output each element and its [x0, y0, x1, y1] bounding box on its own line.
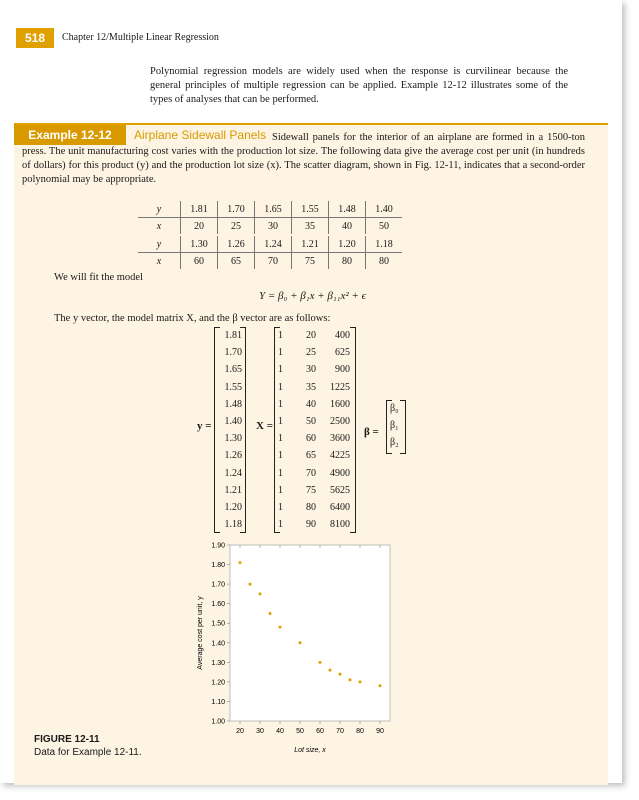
table-cell: 1.18 [366, 236, 403, 253]
matrix-entry: 2500 [330, 415, 350, 427]
y-tick-label: 1.60 [211, 601, 225, 609]
y-vector-entry: 1.48 [224, 398, 242, 410]
matrix-entry: 1225 [330, 381, 350, 393]
x-tick-label: 60 [316, 728, 324, 735]
data-point [239, 561, 242, 564]
table-cell: 35 [292, 218, 329, 235]
matrix-entry: 5625 [330, 484, 350, 496]
data-point [349, 678, 352, 681]
matrix-column-1 [278, 327, 288, 533]
x-tick-label: 70 [336, 728, 344, 735]
matrix-entry: 400 [335, 330, 350, 341]
data-point [319, 661, 322, 664]
vector-text: The y vector, the model matrix X, and the β vector are as follows: [54, 313, 331, 324]
figure-caption-text: Data for Example 12-11. [34, 747, 142, 758]
matrix-entry: 1 [278, 501, 283, 513]
y-vector [214, 327, 246, 533]
y-vector-entry: 1.30 [224, 433, 242, 445]
matrix-entry: 60 [306, 433, 316, 445]
matrix-entry: 8100 [330, 519, 350, 531]
beta-entry: β₁ [390, 420, 399, 432]
table-cell: 20 [181, 218, 218, 235]
table-cell: 65 [218, 253, 255, 270]
y-axis-label: Average cost per unit, y [197, 596, 204, 670]
y-tick-label: 1.10 [211, 698, 225, 706]
table-cell: 70 [255, 253, 292, 270]
beta-entry: β₀ [390, 403, 399, 414]
y-vector-column [218, 327, 242, 533]
matrix-entry: 35 [306, 381, 316, 393]
page-number: 518 [16, 28, 54, 48]
y-tick-label: 1.00 [211, 718, 225, 726]
right-bracket [350, 327, 356, 533]
y-vector-entry: 1.40 [224, 415, 242, 427]
matrix-entry: 1 [278, 330, 283, 341]
table-cell: 1.70 [218, 201, 255, 218]
chapter-header: Chapter 12/Multiple Linear Regression [62, 32, 219, 43]
table-cell: 1.40 [366, 201, 403, 218]
y-vector-entry: 1.70 [224, 347, 242, 359]
figure-label: FIGURE 12-11 [34, 734, 100, 745]
beta-column [390, 400, 404, 452]
matrix-entry: 1 [278, 484, 283, 496]
beta-vector-label: β = [364, 426, 379, 438]
figure-caption [34, 733, 142, 759]
x-tick-label: 90 [376, 728, 384, 735]
table-cell: 1.48 [329, 201, 366, 218]
beta-vector [386, 400, 406, 454]
table-y-label: y [138, 236, 181, 253]
matrix-entry: 4225 [330, 450, 350, 462]
y-tick-label: 1.80 [211, 562, 225, 570]
data-table-1 [138, 201, 402, 234]
beta-entry: β₂ [390, 437, 399, 449]
model-text: We will fit the model [54, 272, 143, 283]
y-vector-entry: 1.20 [224, 501, 242, 513]
matrix-entry: 30 [306, 364, 316, 376]
y-tick-label: 1.50 [211, 620, 225, 628]
table-cell: 1.26 [218, 236, 255, 253]
matrix-entry: 1 [278, 467, 283, 479]
x-tick-label: 40 [276, 728, 284, 735]
table-cell: 50 [366, 218, 403, 235]
table-cell: 60 [181, 253, 218, 270]
example-title: Airplane Sidewall Panels [134, 128, 267, 142]
matrix-entry: 3600 [330, 433, 350, 445]
table-cell: 1.30 [181, 236, 218, 253]
matrix-entry: 1 [278, 364, 283, 376]
matrix-entry: 1 [278, 381, 283, 393]
y-vector-entry: 1.26 [224, 450, 242, 462]
table-x-label: x [156, 220, 162, 232]
data-point [339, 673, 342, 676]
data-point [279, 626, 282, 629]
example-text: Sidewall panels for the interior of an airplane are formed in a 1500-ton press. The unit manufacturing cost varies with the production lot size. The following data give the average cost per unit (in hundreds of dollars) for this product (y) and the production lot size (x). The scatter diagram, shown in Fig. 12-11, indicates that a second-order polynomial may be appropriate. [22, 132, 585, 185]
y-vector-entry: 1.55 [224, 381, 242, 393]
model-equation: Y = β₀ + β₁x + β₁₁x² + ϵ [259, 290, 367, 302]
matrix-entry: 20 [306, 330, 316, 341]
data-point [299, 641, 302, 644]
table-cell: 80 [366, 253, 403, 270]
x-tick-label: 20 [236, 728, 244, 735]
y-vector-entry: 1.81 [224, 330, 242, 341]
table-cell: 1.20 [329, 236, 366, 253]
data-point [269, 612, 272, 615]
table-y-label: y [138, 201, 181, 218]
matrix-entry: 40 [306, 398, 316, 410]
matrix-entry: 6400 [330, 501, 350, 513]
table-cell: 1.65 [255, 201, 292, 218]
table-cell: 1.24 [255, 236, 292, 253]
y-vector-entry: 1.24 [224, 467, 242, 479]
model-matrix-label: X = [256, 420, 273, 432]
scatter-chart [190, 535, 420, 760]
table-cell: 25 [218, 218, 255, 235]
matrix-entry: 90 [306, 519, 316, 531]
x-tick-label: 30 [256, 728, 264, 735]
y-vector-entry: 1.65 [224, 364, 242, 376]
table-cell: 30 [255, 218, 292, 235]
x-axis-label: Lot size, x [294, 747, 326, 754]
matrix-entry: 1 [278, 450, 283, 462]
example-tag: Example 12-12 [14, 125, 126, 145]
matrix-entry: 1 [278, 347, 283, 359]
y-tick-label: 1.70 [211, 581, 225, 589]
plot-background [230, 545, 390, 721]
data-point [259, 592, 262, 595]
matrix-entry: 50 [306, 415, 316, 427]
matrix-entry: 4900 [330, 467, 350, 479]
data-point [249, 583, 252, 586]
matrix-entry: 25 [306, 347, 316, 359]
matrix-column-2 [296, 327, 316, 533]
matrix-entry: 1 [278, 415, 283, 427]
matrix-entry: 70 [306, 467, 316, 479]
y-tick-label: 1.40 [211, 640, 225, 648]
matrix-entry: 625 [335, 347, 350, 359]
matrix-entry: 1600 [330, 398, 350, 410]
y-vector-entry: 1.21 [224, 484, 242, 496]
x-tick-label: 80 [356, 728, 364, 735]
table-cell: 1.81 [181, 201, 218, 218]
matrix-entry: 1 [278, 433, 283, 445]
y-vector-entry: 1.18 [224, 519, 242, 531]
y-tick-label: 1.20 [211, 679, 225, 687]
data-point [379, 684, 382, 687]
y-tick-label: 1.30 [211, 659, 225, 667]
matrix-entry: 75 [306, 484, 316, 496]
intro-paragraph: Polynomial regression models are widely used when the response is curvilinear because the general principles of multiple regression can be applied. Example 12-12 illustrates some of the types of analyses that can be performed. [150, 66, 568, 105]
matrix-entry: 80 [306, 501, 316, 513]
table-cell: 40 [329, 218, 366, 235]
matrix-column-3 [322, 327, 350, 533]
table-x-label: x [156, 255, 162, 267]
x-tick-label: 50 [296, 728, 304, 735]
table-cell: 1.21 [292, 236, 329, 253]
y-vector-label: y = [197, 420, 212, 432]
table-cell: 80 [329, 253, 366, 270]
model-matrix [274, 327, 356, 533]
data-point [329, 669, 332, 672]
data-point [359, 680, 362, 683]
y-tick-label: 1.90 [211, 542, 225, 550]
matrix-entry: 65 [306, 450, 316, 462]
table-cell: 75 [292, 253, 329, 270]
table-cell: 1.55 [292, 201, 329, 218]
matrix-entry: 1 [278, 398, 283, 410]
matrix-entry: 1 [278, 519, 283, 531]
matrix-entry: 900 [335, 364, 350, 376]
data-table-2 [138, 236, 402, 269]
